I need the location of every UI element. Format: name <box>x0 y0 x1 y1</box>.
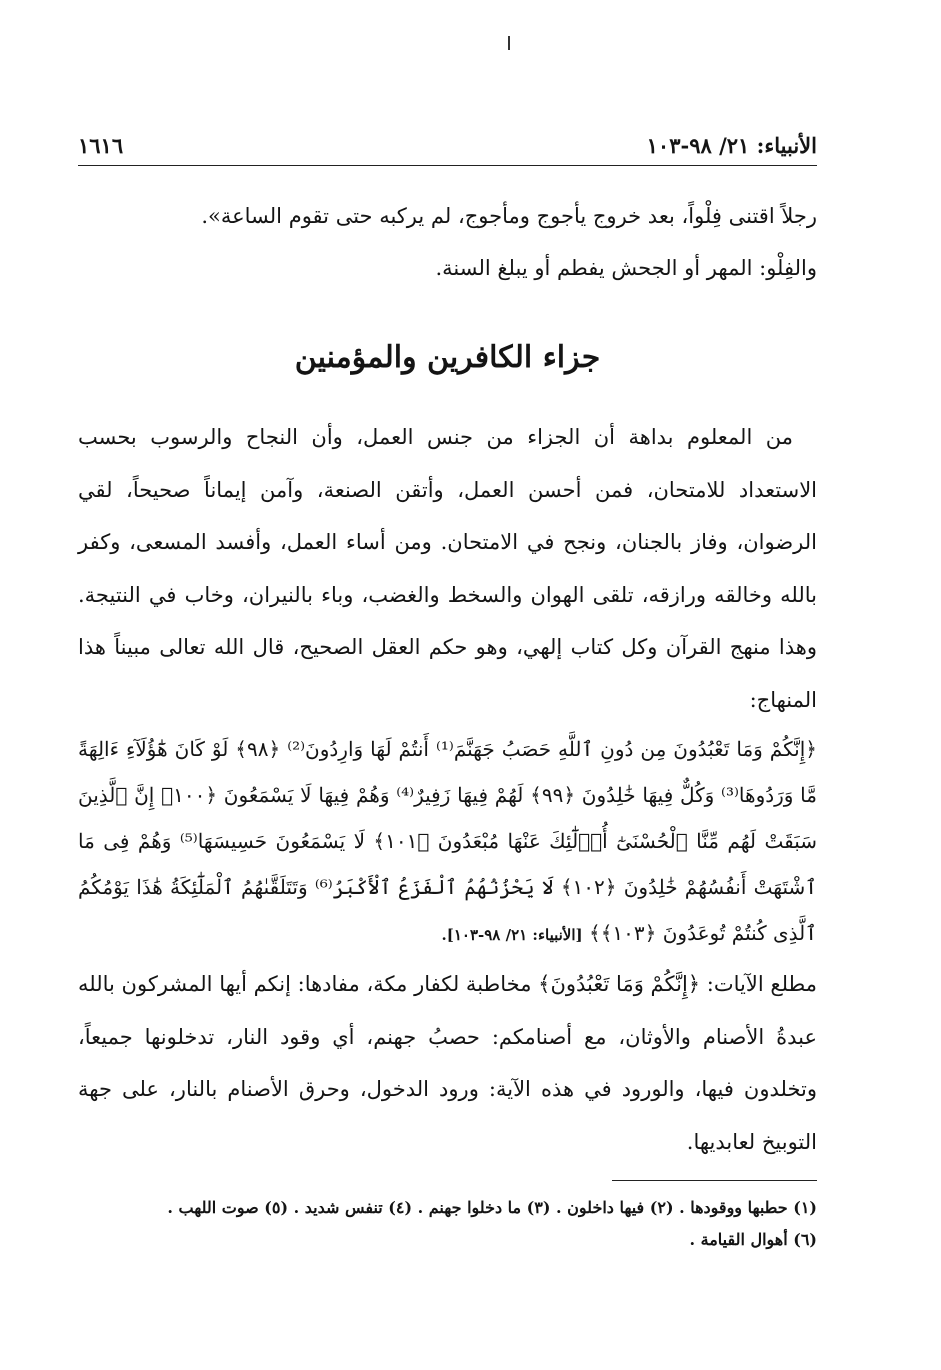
footnote-line-1: (١) حطبها ووقودها . (٢) فيها داخلون . (٣) ما دخلوا جهنم . (٤) تنفس شديد . (٥) صوت اللهب . <box>167 1198 817 1217</box>
header-divider <box>78 165 817 166</box>
page-mark <box>508 36 510 50</box>
intro-line-2: والفِلْو: المهر أو الجحش يفطم أو يبلغ السنة. <box>435 256 817 280</box>
verse-text: ﴿إِنَّكُمْ وَمَا تَعْبُدُونَ مِن دُونِ ٱللَّهِ حَصَبُ جَهَنَّمَ⁽¹⁾ أَنتُمْ لَهَا وَارِدُونَ⁽²⁾ ﴿٩٨﴾ لَوْ كَانَ هَٰٓؤُلَآءِ ءَالِهَةً مَّا وَرَدُوهَا⁽³⁾ وَكُلٌّ فِيهَا خَٰلِدُونَ ﴿٩٩﴾ لَهُمْ فِيهَا زَفِيرٌ⁽⁴⁾ وَهُمْ فِيهَا لَا يَسْمَعُونَ ﴿١٠٠﴾ إِنَّ ٱلَّذِينَ سَبَقَتْ لَهُم مِّنَّا ٱلْحُسْنَىٰٓ أُو۟لَٰٓئِكَ عَنْهَا مُبْعَدُونَ ﴿١٠١﴾ لَا يَسْمَعُونَ حَسِيسَهَا⁽⁵⁾ وَهُمْ فِى مَا ٱشْتَهَتْ أَنفُسُهُمْ خَٰلِدُونَ ﴿١٠٢﴾ لَا يَحْزُنُهُمُ ٱلْفَزَعُ ٱلْأَكْبَرُ⁽⁶⁾ وَتَتَلَقَّىٰهُمُ ٱلْمَلَٰٓئِكَةُ هَٰذَا يَوْمُكُمُ ٱلَّذِى كُنتُمْ تُوعَدُونَ ﴿١٠٣﴾﴾ <box>78 737 817 945</box>
page-header <box>78 128 817 162</box>
section-title: جزاء الكافرين والمؤمنين <box>294 340 601 375</box>
continued-text <box>78 190 817 294</box>
running-title: الأنبياء: ٢١/ ٩٨-١٠٣ <box>646 132 817 158</box>
quran-verses <box>78 726 817 958</box>
footnotes <box>78 1192 817 1256</box>
page-number: ١٦١٦ <box>78 132 124 158</box>
intro-line-1: رجلاً اقتنى فِلْواً، بعد خروج يأجوج ومأجوج، لم يركبه حتى تقوم الساعة». <box>201 204 817 228</box>
verse-reference: [الأنبياء: ٢١/ ٩٨-١٠٣]. <box>441 926 583 944</box>
paragraph-intro: من المعلوم بداهة أن الجزاء من جنس العمل، وأن النجاح والرسوب بحسب الاستعداد للامتحان، فمن أحسن العمل، وأتقن الصنعة، وآمن إيماناً صحيحاً، لقي الرضوان، وفاز بالجنان، ونجح في الامتحان. ومن أساء العمل، وأفسد المسعى، وكفر بالله وخالقه ورازقه، تلقى الهوان والسخط والغضب، وباء بالنيران، وخاب في النتيجة. وهذا منهج القرآن وكل كتاب إلهي، وهو حكم العقل الصحيح، قال الله تعالى مبيناً هذا المنهاج: <box>78 425 817 712</box>
paragraph-commentary: مطلع الآيات: ﴿إِنَّكُمْ وَمَا تَعْبُدُونَ﴾ مخاطبة لكفار مكة، مفادها: إنكم أيها المشركون بالله عبدةُ الأصنام والأوثان، مع أصنامكم: حصبُ جهنم، أي وقود النار، تدخلونها جميعاً، وتخلدون فيها، والورود في هذه الآية: ورود الدخول، وحرق الأصنام بالنار، على جهة التوبيخ لعابديها. <box>78 972 817 1154</box>
main-body <box>78 411 817 1168</box>
footnote-line-2: (٦) أهوال القيامة . <box>689 1230 817 1249</box>
footnote-divider <box>612 1180 817 1181</box>
